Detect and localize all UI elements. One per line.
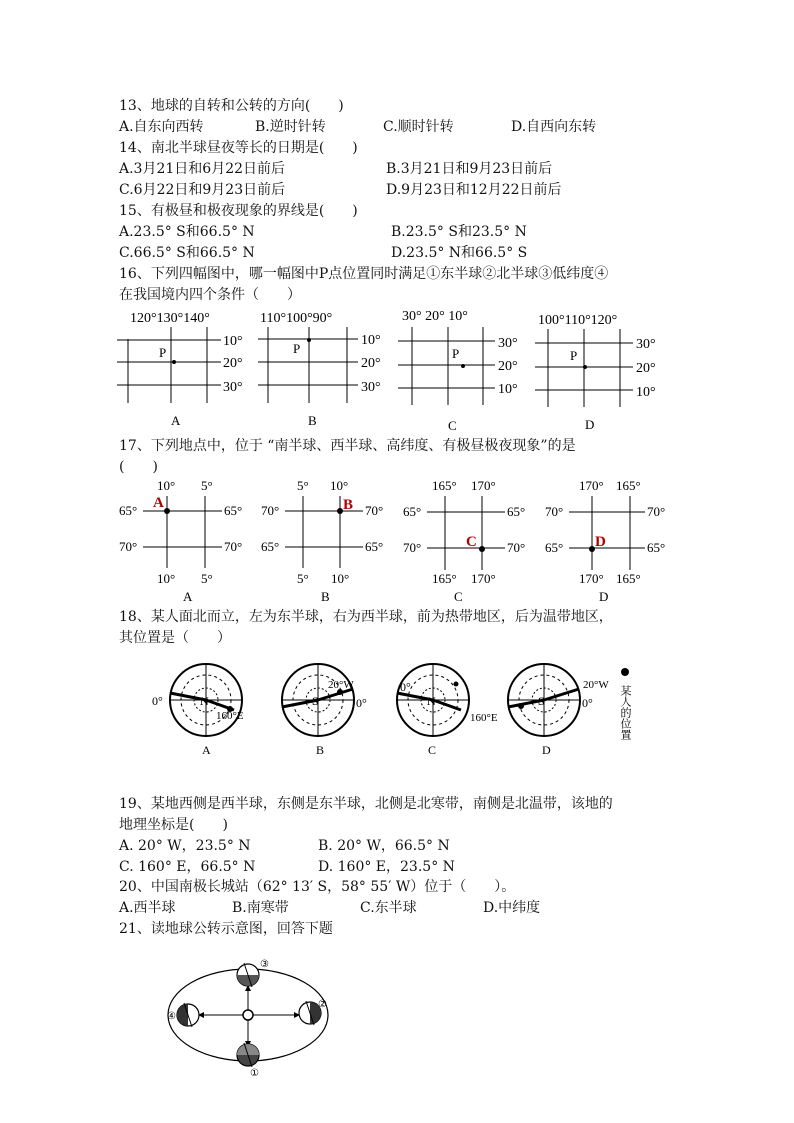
q17-grid-maps [115,474,675,604]
meridian-label: 160°E [470,712,498,724]
map-label: B [316,743,325,757]
lat-label: 20° [223,356,243,371]
q16-stem-line2: 在我国境内四个条件（ ） [119,287,301,303]
meridian-label: 0° [400,680,411,694]
q19-option-a: A. 20° W，23.5° N [119,838,251,854]
lon-label: 170° [471,571,496,586]
map-label: A [183,589,193,604]
position-label: ② [318,999,327,1010]
position-label: ① [250,1068,259,1079]
q15-option-d: D.23.5° N和66.5° S [391,245,528,261]
point-b [337,508,343,514]
q17-stem-line2: ( ) [119,459,158,475]
q15-option-a: A.23.5° S和66.5° N [119,224,255,240]
q13-stem: 13、地球的自转和公转的方向( ) [119,98,344,114]
q17-stem-line1: 17、下列地点中，位于 “南半球、西半球、高纬度、有极昼极夜现象”的是 [119,438,576,454]
lat-label: 10° [636,385,656,400]
q20-option-c: C.东半球 [360,900,417,916]
pole-label: S [538,694,545,708]
lon-label: 165° [616,571,641,586]
lon-label: 5° [297,571,309,586]
lat-label: 10° [498,382,518,397]
q14-option-a: A.3月21日和6月22日前后 [119,161,286,177]
q13-option-b: B.逆时针转 [255,119,326,135]
q14-option-b: B.3月21日和9月23日前后 [386,161,553,177]
meridian-160e [433,700,461,710]
lat-label: 65° [403,504,422,519]
map-label: B [321,589,330,604]
q19-stem-line2: 地理坐标是( ) [119,817,228,833]
legend-dot [621,668,629,676]
q18-stem-line1: 18、某人面北而立，左为东半球，右为西半球，前为热带地区，后为温带地区， [119,609,613,625]
q18-polar-maps [148,655,648,765]
map-label: D [542,743,551,757]
position-label: ④ [167,1011,176,1022]
lon-label: 5° [201,478,213,493]
q21-orbit-diagram [160,955,360,1080]
lat-label: 30° [498,336,518,351]
lat-label: 65° [507,504,526,519]
q17-map-a [119,478,242,604]
meridian-label: 0° [582,696,593,710]
lon-label: 170° [579,571,604,586]
earth-icon [177,1003,199,1027]
lon-label: 10° [157,478,176,493]
lat-label: 70° [507,540,526,555]
pole-label: N [200,694,209,708]
q14-option-c: C.6月22日和9月23日前后 [119,182,286,198]
q18-stem-line2: 其位置是（ ） [119,630,231,646]
lat-label: 65° [647,540,666,555]
map-label: A [171,413,181,428]
pole-label: N [427,694,436,708]
map-label: D [599,589,609,604]
q16-map-a-top-labels: 120°130°140° [130,311,210,326]
lon-label: 5° [297,478,309,493]
pole-label: S [312,694,319,708]
lat-label: 30° [636,337,656,352]
lat-label: 70° [403,540,422,555]
lat-label: 10° [223,334,243,349]
legend-label: 某人的位置 [619,685,631,740]
q16-map-d [535,313,656,432]
lon-label: 165° [432,478,457,493]
q19-option-d: D. 160° E，23.5° N [318,859,455,875]
lat-label: 65° [365,539,384,554]
map-label: D [585,417,595,432]
lon-label: 10° [330,478,349,493]
meridian-label: 0° [152,694,163,708]
lat-label: 70° [545,504,564,519]
lon-label: 165° [432,571,457,586]
lat-label: 70° [224,539,243,554]
lat-label: 70° [119,539,138,554]
meridian-label: 160°E [216,710,244,722]
position-dot [454,682,459,687]
q18-polar-d [508,664,609,757]
lat-label: 10° [361,333,381,348]
q18-polar-c [397,664,498,757]
point-a [164,508,170,514]
lat-label: 70° [365,503,384,518]
lon-label: 10° [331,571,350,586]
sun-icon [243,1010,253,1020]
point-p [307,338,311,342]
point-p [461,364,465,368]
q16-map-b-top-labels: 110°100°90° [260,311,333,326]
point-label: P [570,348,578,363]
point-label: B [343,497,354,513]
q19-option-b: B. 20° W，66.5° N [318,838,450,854]
lat-label: 20° [498,359,518,374]
map-label: C [448,418,457,433]
point-d [589,546,595,552]
point-label: P [293,341,301,356]
q16-grid-maps [115,305,675,435]
meridian-label: 0° [356,696,367,710]
q21-stem: 21、读地球公转示意图，回答下题 [119,921,333,937]
point-label: P [159,345,167,360]
position-dot [518,703,524,709]
lat-label: 30° [361,380,381,395]
lat-label: 65° [261,539,280,554]
earth-icon [237,1043,259,1067]
lon-label: 170° [471,478,496,493]
q17-map-d [545,478,665,604]
q20-stem: 20、中国南极长城站（62° 13′ S，58° 55′ W）位于（ ）。 [119,879,516,895]
point-label: D [595,534,606,550]
point-p [583,365,587,369]
q16-map-b [258,311,381,428]
lon-label: 165° [616,478,641,493]
earth-icon [237,963,259,987]
map-label: A [202,743,211,757]
lat-label: 20° [361,356,381,371]
q16-map-a [117,311,243,428]
point-label: P [452,346,460,361]
q15-option-b: B.23.5° S和23.5° N [391,224,527,240]
q16-map-c [398,309,518,433]
q19-option-c: C. 160° E，66.5° N [119,859,256,875]
lat-label: 65° [224,503,243,518]
q20-option-d: D.中纬度 [483,900,541,916]
meridian-label: 20°W [328,679,354,691]
lat-label: 65° [119,503,138,518]
lon-label: 5° [201,571,213,586]
q20-option-b: B.南寒带 [232,900,289,916]
point-c [479,546,485,552]
meridian-20w [544,689,579,700]
position-label: ③ [260,959,269,970]
q13-option-c: C.顺时针转 [383,119,454,135]
lon-label: 170° [579,478,604,493]
point-label: A [153,495,164,511]
q13-option-a: A.自东向西转 [119,119,204,135]
map-label: B [308,413,317,428]
q18-polar-a [152,664,244,757]
q16-map-d-top-labels: 100°110°120° [538,313,618,328]
q17-map-c [403,478,525,604]
map-label: C [428,743,437,757]
q19-stem-line1: 19、某地西侧是西半球，东侧是东半球，北侧是北寒带，南侧是北温带，该地的 [119,796,613,812]
lon-label: 10° [157,571,176,586]
q17-map-b [261,478,383,604]
q14-stem: 14、南北半球昼夜等长的日期是( ) [119,140,358,156]
q20-option-a: A.西半球 [119,900,176,916]
lat-label: 70° [261,503,280,518]
lat-label: 65° [545,540,564,555]
q13-option-d: D.自西向东转 [511,119,597,135]
q15-option-c: C.66.5° S和66.5° N [119,245,255,261]
q16-map-c-top-labels: 30° 20° 10° [402,309,468,324]
q18-polar-b [282,664,367,757]
q16-stem-line1: 16、下列四幅图中，哪一幅图中P点位置同时满足①东半球②北半球③低纬度④ [119,266,609,282]
q15-stem: 15、有极昼和极夜现象的界线是( ) [119,203,358,219]
map-label: C [454,589,463,604]
point-label: C [466,534,477,550]
lat-label: 20° [636,361,656,376]
point-p [172,360,176,364]
lat-label: 30° [223,380,243,395]
lat-label: 70° [647,504,666,519]
q14-option-d: D.9月23日和12月22日前后 [386,182,562,198]
meridian-label: 20°W [583,679,609,691]
